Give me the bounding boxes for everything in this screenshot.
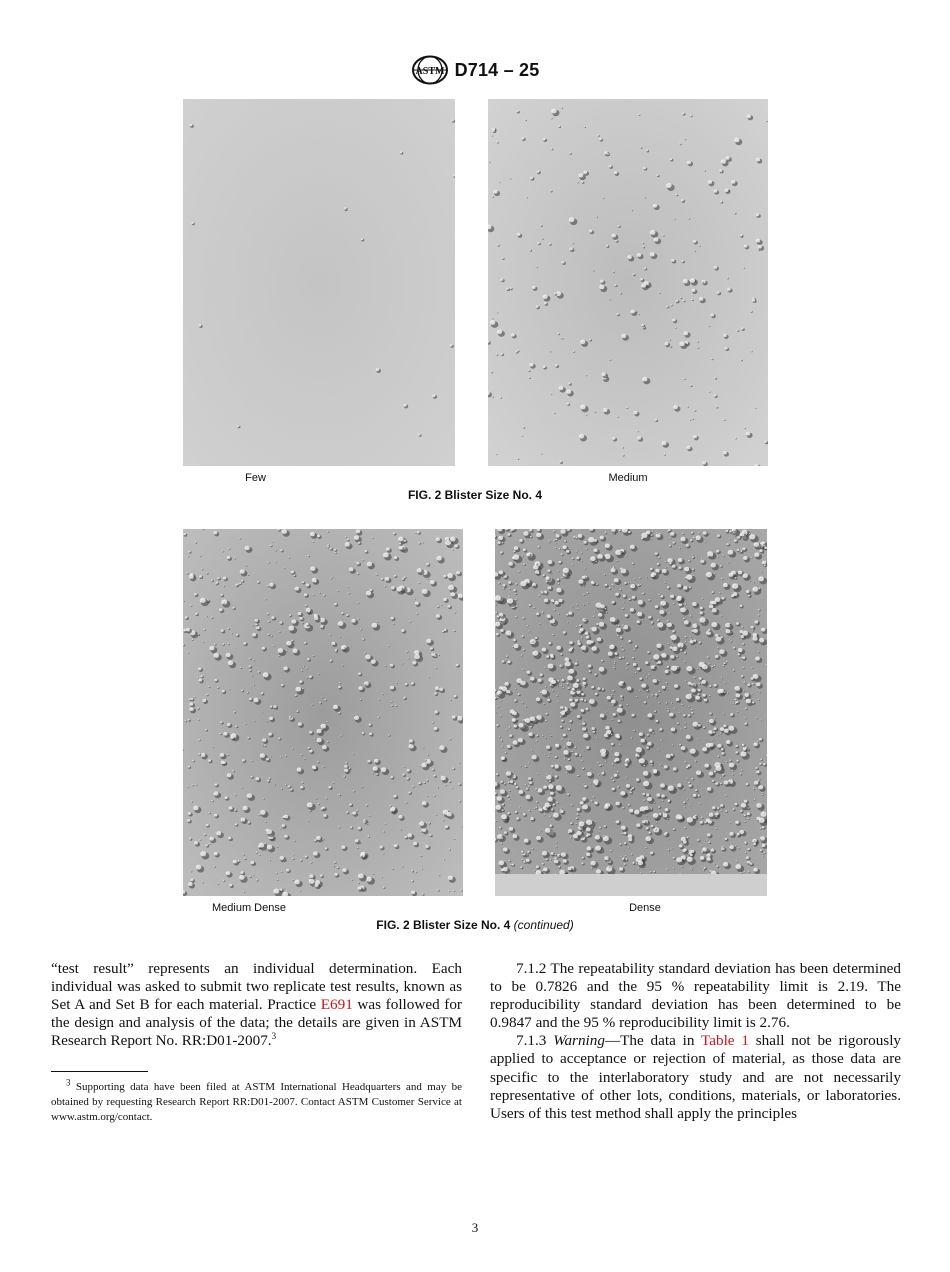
footnote-divider xyxy=(51,1071,148,1072)
caption-dense: Dense xyxy=(629,902,661,914)
link-table-1[interactable]: Table 1 xyxy=(701,1032,749,1050)
astm-logo xyxy=(411,55,449,85)
footnote-ref[interactable]: 3 xyxy=(271,1031,277,1042)
footnote: $^3$ Supporting data have been filed at ASTM International Headquarters and may be obtained by requesting Research Report RR:D01-2007. Contact ASTM Customer Service at www.astm.org/contact. xyxy=(51,1077,462,1123)
paragraph-test-result: “test result” represents an individual determination. Each individual was asked to submit two replicate test results, known as Set A and Set B for each material. Practice E691 was followed for the design and analysis of the data; the details are given in ASTM Research Report No. RR:D01-2007.$^3$ xyxy=(51,960,462,1050)
document-id: D714 – 25 xyxy=(454,59,540,80)
figure-title-bottom: FIG. 2 Blister Size No. 4 (continued) xyxy=(376,918,574,932)
page-number: 3 xyxy=(471,1220,479,1235)
svg-text:ASTM: ASTM xyxy=(415,66,445,77)
photo-medium-dense xyxy=(183,529,463,896)
left-column xyxy=(51,960,462,1050)
figure-title-top: FIG. 2 Blister Size No. 4 xyxy=(407,488,543,502)
link-e691[interactable]: E691 xyxy=(320,996,353,1014)
caption-few: Few xyxy=(245,472,266,484)
page-header xyxy=(0,55,950,85)
photo-medium xyxy=(488,99,768,466)
photo-dense xyxy=(495,529,767,896)
photo-few xyxy=(183,99,455,466)
caption-medium-dense: Medium Dense xyxy=(212,902,286,914)
right-column xyxy=(490,960,901,1123)
paragraph-7-1-3: 7.1.3 Warning—The data in Table 1 shall not be rigorously applied to acceptance or rejection of material, as those data are specific to the interlaboratory study and are not necessarily representative of other lots, conditions, materials, or laboratories. Users of this test method shall apply the principles xyxy=(490,1032,902,1122)
caption-medium: Medium xyxy=(608,472,648,484)
paragraph-7-1-2: 7.1.2 The repeatability standard deviation has been determined to be 0.7826 and the 95 % repeatability limit is 2.19. The reproducibility standard deviation has been determined to be 0.9847 and the 95 % reproducibility limit is 2.76. xyxy=(490,960,901,1032)
